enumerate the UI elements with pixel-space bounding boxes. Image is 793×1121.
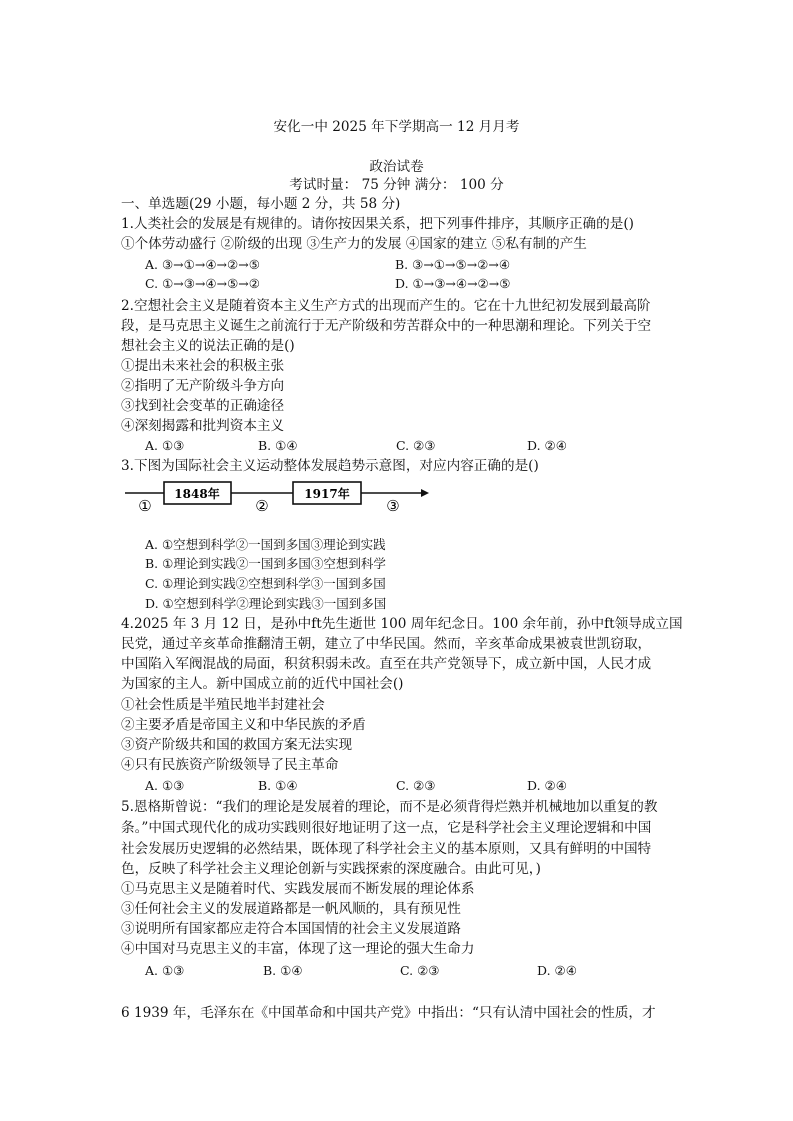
q4-options (145, 776, 605, 796)
q5-options (145, 961, 605, 981)
q2-option-c: C. ②③ (396, 438, 436, 453)
q5-item-3: ③说明所有国家都应走符合本国国情的社会主义发展道路 (121, 921, 461, 937)
q3-option-a: A. ①空想到科学②一国到多国③理论到实践 (145, 537, 386, 552)
q5-stem-line3: 社会发展历史逻辑的必然结果，既体现了科学社会主义的基本原则，又具有鲜明的中国特 (121, 841, 652, 857)
q6-stem-line1: 6 1939 年，毛泽东在《中国革命和中国共产党》中指出：“只有认清中国社会的性质，才 (121, 1005, 656, 1021)
q2-stem-line3: 想社会主义的说法正确的是() (121, 338, 295, 354)
q5-item-1: ①马克思主义是随着时代、实践发展而不断发展的理论体系 (121, 881, 475, 897)
q1-option-a: A. ③→①→④→②→⑤ (145, 257, 260, 272)
timeline-box-1917-label: 1917年 (304, 487, 350, 501)
q4-stem-line4: 为国家的主人。新中国成立前的近代中国社会() (121, 676, 404, 692)
q5-option-b: B. ①④ (263, 963, 303, 978)
q2-option-d: D. ②④ (527, 438, 567, 453)
q4-item-3: ③资产阶级共和国的救国方案无法实现 (121, 737, 353, 753)
q3-timeline-diagram (121, 478, 441, 518)
q5-option-d: D. ②④ (537, 963, 577, 978)
q4-item-4: ④只有民族资产阶级领导了民主革命 (121, 757, 339, 773)
q4-option-b: B. ①④ (258, 778, 298, 793)
q5-item-2: ③任何社会主义的发展道路都是一帆风顺的，具有预见性 (121, 901, 461, 917)
timeline-box-1848-label: 1848年 (174, 487, 220, 501)
q1-options-row1 (145, 255, 565, 275)
q1-option-d: D. ①→③→④→②→⑤ (395, 276, 511, 291)
q2-stem-line2: 段，是马克思主义诞生之前流行于无产阶级和劳苦群众中的一种思潮和理论。下列关于空 (121, 318, 652, 334)
q2-options (145, 436, 605, 456)
q1-items: ①个体劳动盛行 ②阶级的出现 ③生产力的发展 ④国家的建立 ⑤私有制的产生 (121, 236, 587, 252)
q3-option-b: B. ①理论到实践②一国到多国③空想到科学 (145, 556, 386, 571)
q3-stem: 3.下图为国际社会主义运动整体发展趋势示意图，对应内容正确的是() (121, 458, 539, 474)
q2-item-1: ①提出未来社会的积极主张 (121, 358, 285, 374)
q1-option-c: C. ①→③→④→⑤→② (145, 276, 260, 291)
exam-subject: 政治试卷 (369, 159, 424, 175)
q5-item-4: ④中国对马克思主义的丰富，体现了这一理论的强大生命力 (121, 941, 475, 957)
q2-option-a: A. ①③ (145, 438, 185, 453)
exam-title: 安化一中 2025 年下学期高一 12 月月考 (273, 119, 520, 135)
timeline-mark-3: ③ (386, 497, 400, 515)
q5-stem-line1: 5.恩格斯曾说：“我们的理论是发展着的理论，而不是必须背得烂熟并机械地加以重复的教 (121, 799, 658, 815)
q4-item-1: ①社会性质是半殖民地半封建社会 (121, 697, 325, 713)
q2-option-b: B. ①④ (258, 438, 298, 453)
timeline-arrow-head (421, 489, 429, 497)
q3-option-c: C. ①理论到实践②空想到科学③一国到多国 (145, 576, 386, 591)
q1-options-row2 (145, 274, 565, 294)
q5-stem-line4: 色，反映了科学社会主义理论创新与实践探索的深度融合。由此可见，) (121, 861, 541, 877)
q1-option-b: B. ③→①→⑤→②→④ (395, 257, 511, 272)
q1-stem: 1.人类社会的发展是有规律的。请你按因果关系，把下列事件排序，其顺序正确的是() (121, 216, 634, 232)
q4-stem-line2: 民党，通过辛亥革命推翻清王朝，建立了中华民国。然而，辛亥革命成果被袁世凯窃取， (121, 636, 652, 652)
exam-info: 考试时量： 75 分钟 满分： 100 分 (289, 177, 504, 193)
q5-option-a: A. ①③ (145, 963, 185, 978)
q4-stem-line3: 中国陷入军阀混战的局面，积贫积弱未改。直至在共产党领导下，成立新中国，人民才成 (121, 656, 652, 672)
q4-option-d: D. ②④ (527, 778, 567, 793)
q4-item-2: ②主要矛盾是帝国主义和中华民族的矛盾 (121, 717, 366, 733)
q2-item-3: ③找到社会变革的正确途径 (121, 398, 285, 414)
q5-option-c: C. ②③ (400, 963, 440, 978)
q2-item-4: ④深刻揭露和批判资本主义 (121, 418, 285, 434)
q2-item-2: ②指明了无产阶级斗争方向 (121, 378, 285, 394)
q4-option-a: A. ①③ (145, 778, 185, 793)
q4-stem-line1: 4.2025 年 3 月 12 日，是孙中ft先生逝世 100 周年纪念日。100 余年前，孙中ft领导成立国 (121, 616, 683, 632)
section-title: 一、单选题(29 小题，每小题 2 分，共 58 分) (121, 196, 401, 212)
timeline-svg (121, 478, 441, 518)
q3-option-d: D. ①空想到科学②理论到实践③一国到多国 (145, 596, 387, 611)
q2-stem-line1: 2.空想社会主义是随着资本主义生产方式的出现而产生的。它在十九世纪初发展到最高阶 (121, 298, 651, 314)
timeline-mark-2: ② (255, 497, 269, 515)
q4-option-c: C. ②③ (396, 778, 436, 793)
q5-stem-line2: 条。”中国式现代化的成功实践则很好地证明了这一点，它是科学社会主义理论逻辑和中国 (121, 820, 652, 836)
timeline-mark-1: ① (138, 497, 152, 515)
